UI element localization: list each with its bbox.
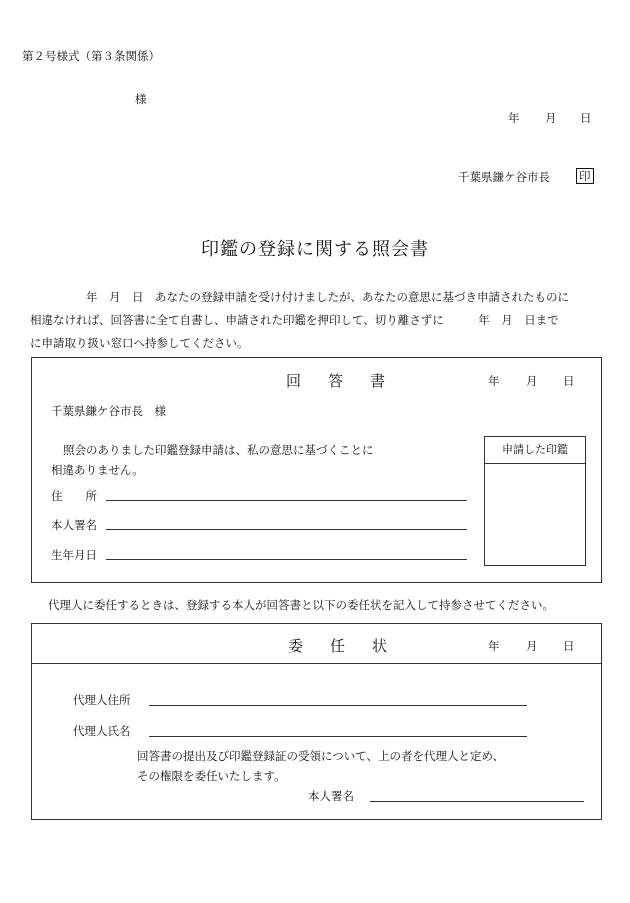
issuer-name: 千葉県鎌ケ谷市長 bbox=[458, 170, 550, 184]
poa-text-1: 回答書の提出及び印鑑登録証の受領について、上の者を代理人と定め、 bbox=[137, 749, 505, 763]
principal-signature-label: 本人署名 bbox=[308, 789, 354, 803]
poa-header-divider bbox=[32, 663, 601, 664]
answer-date-month: 月 bbox=[526, 374, 538, 388]
proxy-name-label: 代理人氏名 bbox=[73, 724, 131, 738]
page-title: 印鑑の登録に関する照会書 bbox=[201, 239, 429, 260]
poa-date-year: 年 bbox=[488, 639, 500, 653]
intro-text bbox=[30, 286, 604, 355]
answer-statement-1: 照会のありました印鑑登録申請は、私の意思に基づくことに bbox=[63, 443, 374, 457]
header-date-year: 年 bbox=[508, 111, 520, 125]
answer-date-year: 年 bbox=[488, 374, 500, 388]
address-field[interactable] bbox=[106, 500, 467, 501]
poa-date-month: 月 bbox=[526, 639, 538, 653]
addressee-suffix: 様 bbox=[135, 92, 147, 106]
answer-addressee: 千葉県鎌ケ谷市長 様 bbox=[51, 404, 166, 418]
signature-label: 本人署名 bbox=[51, 518, 97, 532]
form-number: 第２号様式（第３条関係） bbox=[22, 49, 160, 63]
seal-box-label: 申請した印鑑 bbox=[485, 437, 585, 464]
poa-title: 委 任 状 bbox=[288, 637, 394, 655]
birthdate-field[interactable] bbox=[106, 559, 467, 560]
issuer-seal-mark: 印 bbox=[576, 168, 594, 184]
proxy-address-field[interactable] bbox=[149, 705, 527, 706]
proxy-address-label: 代理人住所 bbox=[73, 693, 131, 707]
power-of-attorney-form bbox=[31, 623, 602, 820]
seal-stamp-box[interactable] bbox=[484, 436, 586, 566]
intro-line-2: 相違なければ、回答書に全て自書し、申請された印鑑を押印して、切り離さずに 年 月 日まで bbox=[30, 313, 559, 327]
answer-form bbox=[31, 357, 602, 583]
address-label: 住 所 bbox=[51, 489, 97, 503]
answer-title: 回 答 書 bbox=[286, 372, 392, 390]
answer-date-day: 日 bbox=[563, 374, 575, 388]
header-date-month: 月 bbox=[545, 111, 557, 125]
poa-date-day: 日 bbox=[563, 639, 575, 653]
birthdate-label: 生年月日 bbox=[51, 548, 97, 562]
intro-line-1: 年 月 日 あなたの登録申請を受け付けましたが、あなたの意思に基づき申請されたものに bbox=[86, 290, 569, 304]
proxy-name-field[interactable] bbox=[149, 736, 527, 737]
header-date-day: 日 bbox=[580, 111, 592, 125]
principal-signature-field[interactable] bbox=[370, 801, 584, 802]
poa-text-2: その権限を委任いたします。 bbox=[137, 769, 286, 783]
answer-statement-2: 相違ありません。 bbox=[51, 463, 144, 477]
intro-line-3: に申請取り扱い窓口へ持参してください。 bbox=[30, 336, 249, 350]
signature-field[interactable] bbox=[106, 529, 467, 530]
proxy-note: 代理人に委任するときは、登録する本人が回答書と以下の委任状を記入して持参させてください。 bbox=[48, 598, 554, 612]
